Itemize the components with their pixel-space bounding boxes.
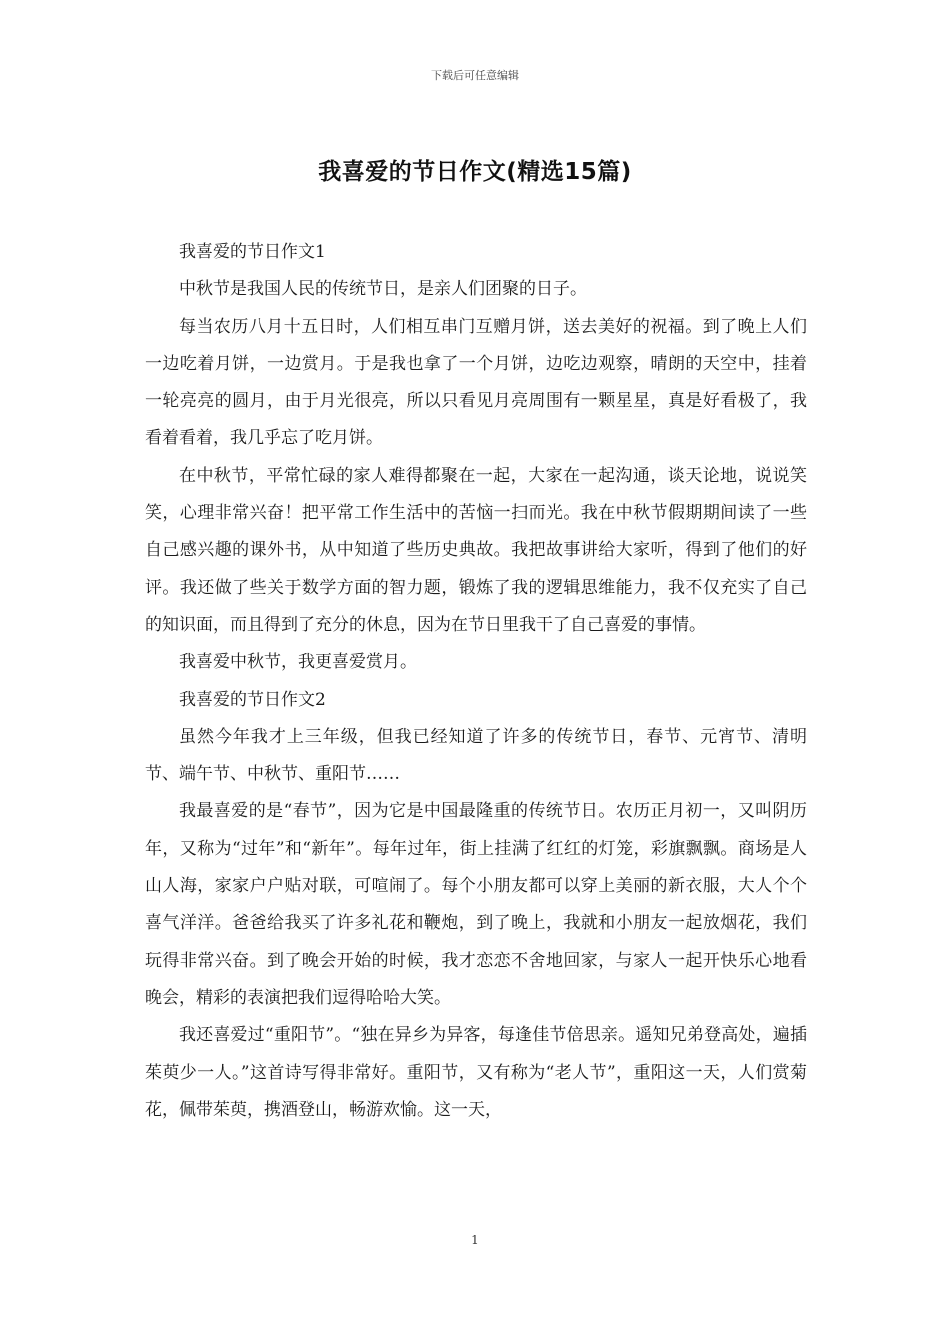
paragraph: 每当农历八月十五日时，人们相互串门互赠月饼，送去美好的祝福。到了晚上人们一边吃着月饼，一边赏月。于是我也拿了一个月饼，边吃边观察，晴朗的天空中，挂着一轮亮亮的圆月，由于月光很亮，所以只看见月亮周围有一颗星星，真是好看极了，我看着看着，我几乎忘了吃月饼。: [145, 316, 807, 449]
paragraph: 我喜爱中秋节，我更喜爱赏月。: [179, 652, 417, 673]
essay-heading-2: 我喜爱的节日作文2: [179, 689, 326, 710]
essay-heading-1: 我喜爱的节日作文1: [179, 242, 326, 262]
paragraph: 我还喜爱过“重阳节”。“独在异乡为异客，每逢佳节倍思亲。遥知兄弟登高处，遍插茱萸少一人。”这首诗写得非常好。重阳节，又有称为“老人节”，重阳这一天，人们赏菊花，佩带茱萸，携酒登山，畅游欢愉。这一天，: [145, 1025, 807, 1120]
document-title: 我喜爱的节日作文(精选15篇): [318, 159, 632, 185]
header-note: 下载后可任意编辑: [431, 69, 519, 82]
document-body: [145, 234, 807, 1129]
paragraph: 我最喜爱的是“春节”，因为它是中国最隆重的传统节日。农历正月初一，又叫阴历年，又称为“过年”和“新年”。每年过年，街上挂满了红红的灯笼，彩旗飘飘。商场是人山人海，家家户户贴对联，可喧闹了。每个小朋友都可以穿上美丽的新衣服，大人个个喜气洋洋。爸爸给我买了许多礼花和鞭炮，到了晚上，我就和小朋友一起放烟花，我们玩得非常兴奋。到了晚会开始的时候，我才恋恋不舍地回家，与家人一起开快乐心地看晚会，精彩的表演把我们逗得哈哈大笑。: [145, 801, 807, 1008]
page-number: 1: [471, 1233, 479, 1247]
paragraph: 在中秋节，平常忙碌的家人难得都聚在一起，大家在一起沟通，谈天论地，说说笑笑，心理非常兴奋！把平常工作生活中的苦恼一扫而光。我在中秋节假期期间读了一些自己感兴趣的课外书，从中知道了些历史典故。我把故事讲给大家听，得到了他们的好评。我还做了些关于数学方面的智力题，锻炼了我的逻辑思维能力，我不仅充实了自己的知识面，而且得到了充分的休息，因为在节日里我干了自己喜爱的事情。: [145, 465, 807, 635]
paragraph: 虽然今年我才上三年级，但我已经知道了许多的传统节日，春节、元宵节、清明节、端午节、中秋节、重阳节……: [145, 726, 807, 785]
paragraph: 中秋节是我国人民的传统节日，是亲人们团聚的日子。: [179, 279, 587, 300]
